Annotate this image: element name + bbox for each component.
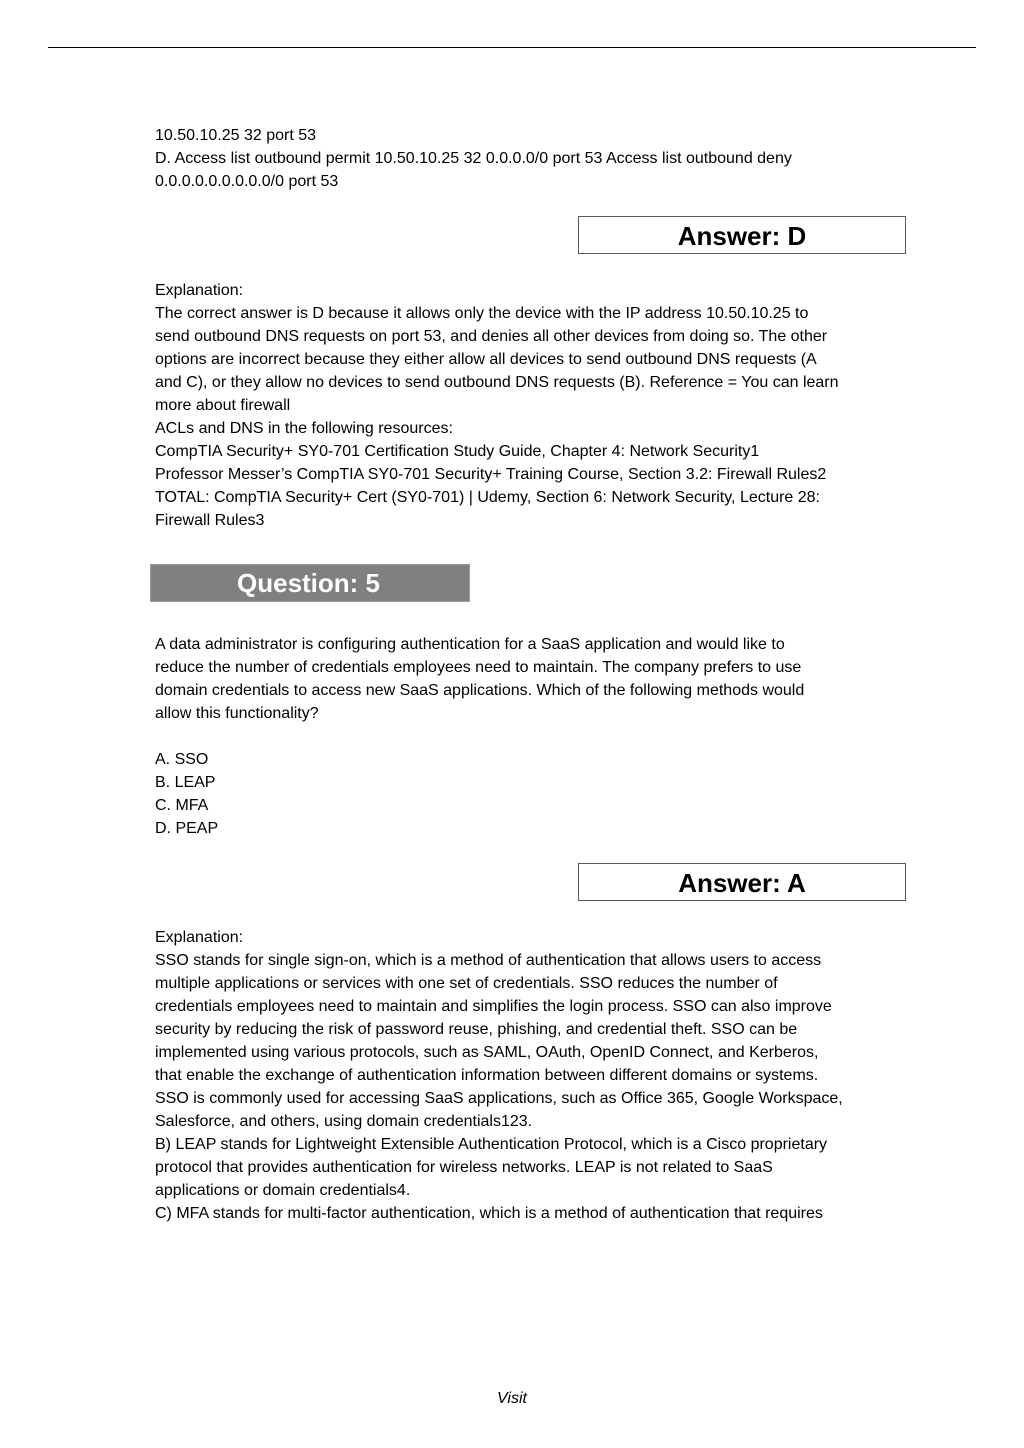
text-line: CompTIA Security+ SY0-701 Certification Study Guide, Chapter 4: Network Security1 (155, 443, 760, 460)
text-line: B) LEAP stands for Lightweight Extensible Authentication Protocol, which is a Cisco proprietary (155, 1136, 828, 1153)
text-line: ACLs and DNS in the following resources: (155, 420, 453, 437)
text-line: The correct answer is D because it allows only the device with the IP address 10.50.10.25 to (155, 305, 809, 322)
text-line: multiple applications or services with one set of credentials. SSO reduces the number of (155, 975, 778, 992)
explanation-heading: Explanation: (155, 929, 244, 946)
option-b: B. LEAP (155, 774, 216, 791)
text-line: security by reducing the risk of password reuse, phishing, and credential theft. SSO can be (155, 1021, 798, 1038)
text-line: allow this functionality? (155, 705, 319, 722)
text-line: TOTAL: CompTIA Security+ Cert (SY0-701) | Udemy, Section 6: Network Security, Lecture 28: (155, 489, 820, 506)
option-c: C. MFA (155, 797, 209, 814)
text-line: Salesforce, and others, using domain credentials123. (155, 1113, 533, 1130)
text-line: domain credentials to access new SaaS applications. Which of the following methods would (155, 682, 805, 699)
footer-link[interactable]: Visit (497, 1390, 527, 1407)
text-line: reduce the number of credentials employees need to maintain. The company prefers to use (155, 659, 802, 676)
text-line: options are incorrect because they either allow all devices to send outbound DNS requests (A (155, 351, 817, 368)
text-line: A data administrator is configuring authentication for a SaaS application and would like to (155, 636, 785, 653)
text-line: Professor Messer’s CompTIA SY0-701 Security+ Training Course, Section 3.2: Firewall Rules2 (155, 466, 827, 483)
option-a: A. SSO (155, 751, 209, 768)
text-line: applications or domain credentials4. (155, 1182, 411, 1199)
text-line: that enable the exchange of authentication information between different domains or systems. (155, 1067, 819, 1084)
text-line: protocol that provides authentication for wireless networks. LEAP is not related to SaaS (155, 1159, 773, 1176)
option-d: D. PEAP (155, 820, 219, 837)
question-heading (150, 564, 470, 602)
question-heading-label: Question: 5 (237, 568, 381, 598)
text-line: implemented using various protocols, such as SAML, OAuth, OpenID Connect, and Kerberos, (155, 1044, 819, 1061)
text-line: send outbound DNS requests on port 53, and denies all other devices from doing so. The other (155, 328, 828, 345)
text-line: D. Access list outbound permit 10.50.10.25 32 0.0.0.0/0 port 53 Access list outbound deny (155, 150, 792, 167)
header-rule (48, 47, 976, 48)
text-line: more about firewall (155, 397, 291, 414)
text-line: and C), or they allow no devices to send outbound DNS requests (B). Reference = You can learn (155, 374, 839, 391)
text-line: 10.50.10.25 32 port 53 (155, 127, 317, 144)
explanation-heading: Explanation: (155, 282, 244, 299)
text-line: SSO is commonly used for accessing SaaS applications, such as Office 365, Google Workspace, (155, 1090, 843, 1107)
answer-box: Answer: A (578, 863, 906, 901)
text-line: Firewall Rules3 (155, 512, 265, 529)
text-line: SSO stands for single sign-on, which is a method of authentication that allows users to access (155, 952, 822, 969)
text-line: C) MFA stands for multi-factor authentication, which is a method of authentication that requires (155, 1205, 823, 1222)
answer-box: Answer: D (578, 216, 906, 254)
text-line: 0.0.0.0.0.0.0.0.0/0 port 53 (155, 173, 339, 190)
text-line: credentials employees need to maintain and simplifies the login process. SSO can also improve (155, 998, 832, 1015)
